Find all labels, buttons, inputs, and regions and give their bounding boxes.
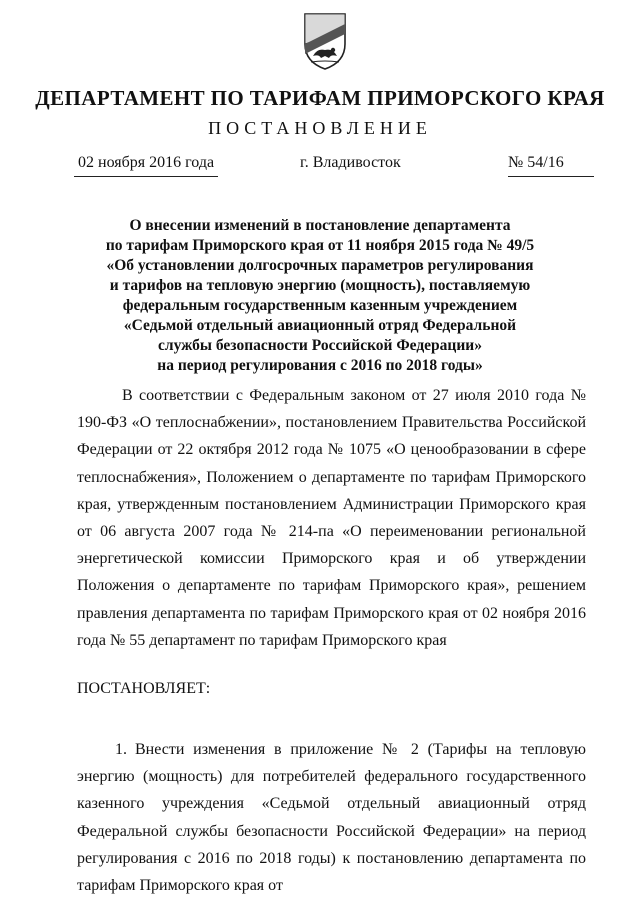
subject-line: федеральным государственным казенным учреждением [122, 297, 518, 314]
subject-line: и тарифов на тепловую энергию (мощность), поставляемую [109, 277, 531, 294]
document-number: № 54/16 [508, 154, 594, 177]
document-date [74, 154, 218, 177]
subject-line: О внесении изменений в постановление департамента [129, 217, 511, 234]
item-number: 1. [115, 741, 127, 758]
subject-line: «Седьмой отдельный авиационный отряд Федеральной [123, 317, 517, 334]
document-subject [90, 216, 550, 376]
subject-line: по тарифам Приморского края от 11 ноября 2015 года № 49/5 [105, 237, 535, 254]
preamble-section [77, 382, 586, 654]
preamble-paragraph: В соответствии с Федеральным законом от 27 июля 2010 года № 190-ФЗ «О теплоснабжении», постановлением Правительства Российской Федерации от 22 октября 2012 года № 1075 «О ценообразовании в сфере теплоснабжения», Положением о департаменте по тарифам Приморского края, утвержденным постановлением Администрации Приморского края от 06 августа 2007 года № 214-па «О переименовании региональной энергетической комиссии Приморского края и об утверждении Положения о департаменте по тарифам Приморского края», решением правления департамента по тарифам Приморского края от 02 ноября 2016 года № 55 департамент по тарифам Приморского края [77, 387, 586, 649]
document-date-text: 02 ноября 2016 года [78, 154, 215, 171]
subject-line: службы безопасности Российской Федерации» [158, 337, 482, 354]
document-type: ПОСТАНОВЛЕНИЕ [208, 118, 432, 138]
decree-item-paragraph [77, 736, 586, 899]
subject-line: «Об установлении долгосрочных параметров регулирования [106, 257, 534, 274]
subject-line: на период регулирования с 2016 по 2018 годы» [157, 357, 483, 374]
coat-of-arms-icon [301, 10, 349, 72]
decree-heading: ПОСТАНОВЛЯЕТ: [77, 680, 211, 697]
document-city: г. Владивосток [300, 154, 401, 171]
item-text: Внести изменения в приложение № 2 (Тарифы на тепловую энергию (мощность) для потребителей федерального государственного казенного учреждения «Седьмой отдельный авиационный отряд Федеральной службы безопасности Российской Федерации» на период регулирования с 2016 по 2018 годы) к постановлению департамента по тарифам Приморского края от [77, 741, 586, 895]
decree-item-1 [77, 736, 586, 899]
department-title: ДЕПАРТАМЕНТ ПО ТАРИФАМ ПРИМОРСКОГО КРАЯ [35, 86, 605, 110]
